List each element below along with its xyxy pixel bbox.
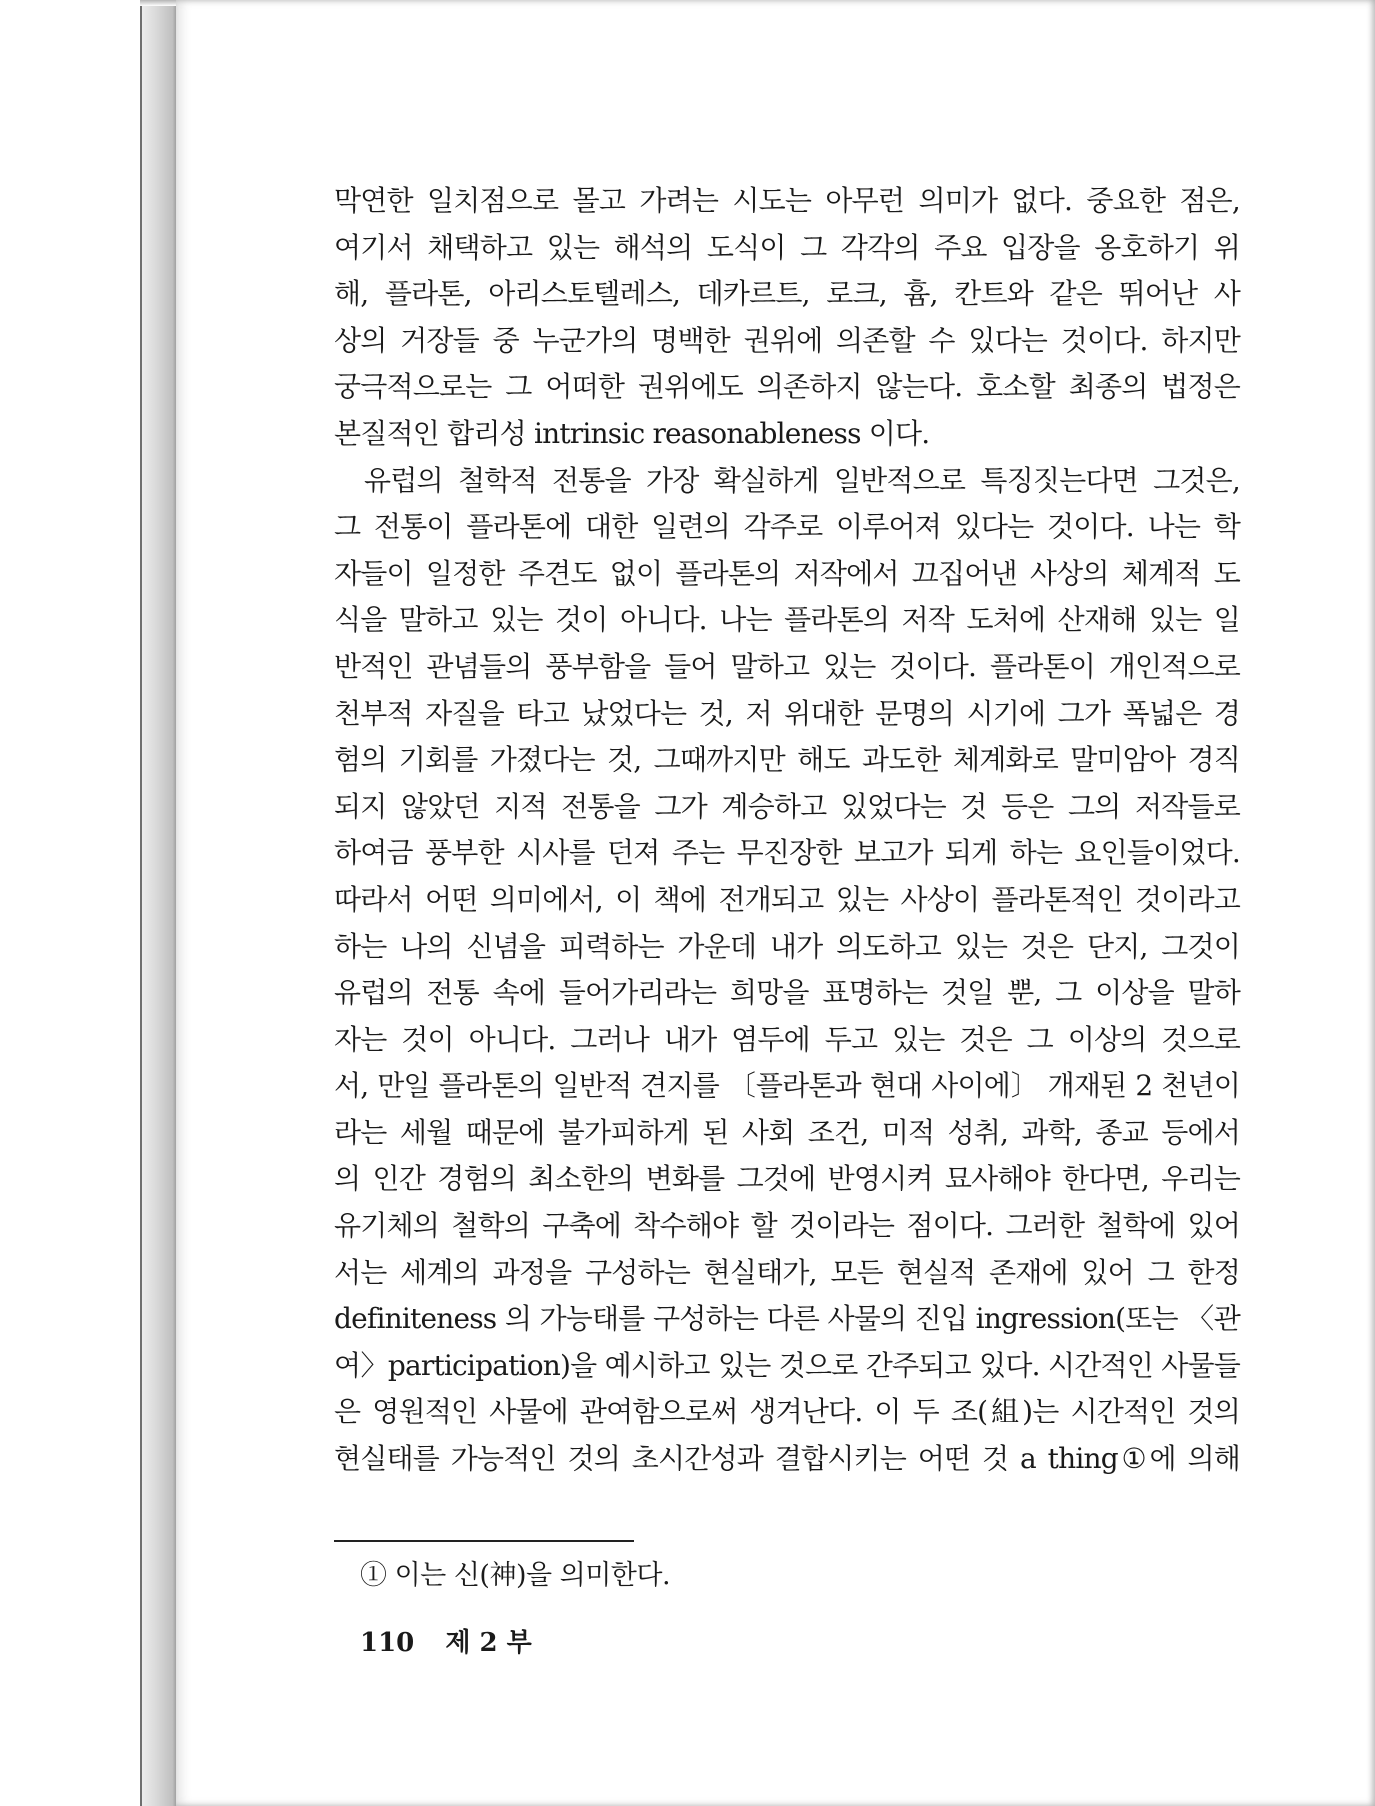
text-line: 궁극적으로는 그 어떠한 권위에도 의존하지 않는다. 호소할 최종의 법정은 bbox=[334, 370, 1240, 404]
text-line: 해, 플라톤, 아리스토텔레스, 데카르트, 로크, 흄, 칸트와 같은 뛰어난 사 bbox=[334, 277, 1240, 311]
text-line: 상의 거장들 중 누군가의 명백한 권위에 의존할 수 있다는 것이다. 하지만 bbox=[334, 323, 1240, 357]
text-line: 유럽의 철학적 전통을 가장 확실하게 일반적으로 특징짓는다면 그것은, bbox=[364, 463, 1240, 497]
text-line: 자는 것이 아니다. 그러나 내가 염두에 두고 있는 것은 그 이상의 것으로 bbox=[334, 1022, 1240, 1056]
text-line: 서, 만일 플라톤의 일반적 견지를 〔플라톤과 현대 사이에〕 개재된 2 천년이 bbox=[334, 1069, 1240, 1103]
footnote: ① 이는 신(神)을 의미한다. bbox=[360, 1560, 671, 1591]
text-line: 천부적 자질을 타고 났었다는 것, 저 위대한 문명의 시기에 그가 폭넓은 경 bbox=[334, 696, 1240, 730]
text-line: 서는 세계의 과정을 구성하는 현실태가, 모든 현실적 존재에 있어 그 한정 bbox=[334, 1255, 1240, 1289]
body-text bbox=[334, 178, 1240, 1483]
text-line: 그 전통이 플라톤에 대한 일련의 각주로 이루어져 있다는 것이다. 나는 학 bbox=[334, 510, 1240, 544]
part-label: 제 2 부 bbox=[445, 1628, 532, 1658]
text-line: 현실태를 가능적인 것의 초시간성과 결합시키는 어떤 것 a thing①에 의해 bbox=[334, 1442, 1240, 1476]
text-line: 은 영원적인 사물에 관여함으로써 생겨난다. 이 두 조(組)는 시간적인 것의 bbox=[334, 1395, 1240, 1429]
footnote-divider bbox=[334, 1540, 634, 1542]
page-number: 110 bbox=[360, 1628, 415, 1658]
text-line: 하여금 풍부한 시사를 던져 주는 무진장한 보고가 되게 하는 요인들이었다. bbox=[334, 836, 1240, 870]
text-line: 따라서 어떤 의미에서, 이 책에 전개되고 있는 사상이 플라톤적인 것이라고 bbox=[334, 882, 1240, 916]
text-line: 하는 나의 신념을 피력하는 가운데 내가 의도하고 있는 것은 단지, 그것이 bbox=[334, 929, 1240, 963]
text-line: 험의 기회를 가졌다는 것, 그때까지만 해도 과도한 체계화로 말미암아 경직 bbox=[334, 743, 1240, 777]
text-line: 라는 세월 때문에 불가피하게 된 사회 조건, 미적 성취, 과학, 종교 등에서 bbox=[334, 1115, 1240, 1149]
text-line: 식을 말하고 있는 것이 아니다. 나는 플라톤의 저작 도처에 산재해 있는 일 bbox=[334, 603, 1240, 637]
text-line: 되지 않았던 지적 전통을 그가 계승하고 있었다는 것 등은 그의 저작들로 bbox=[334, 789, 1240, 823]
text-line: 의 인간 경험의 최소한의 변화를 그것에 반영시켜 묘사해야 한다면, 우리는 bbox=[334, 1162, 1240, 1196]
text-line: 여기서 채택하고 있는 해석의 도식이 그 각각의 주요 입장을 옹호하기 위 bbox=[334, 230, 1240, 264]
text-line: 유럽의 전통 속에 들어가리라는 희망을 표명하는 것일 뿐, 그 이상을 말하 bbox=[334, 976, 1240, 1010]
book-page-edge bbox=[140, 0, 178, 1806]
text-line: 본질적인 합리성 intrinsic reasonableness 이다. bbox=[334, 416, 930, 450]
text-line: 자들이 일정한 주견도 없이 플라톤의 저작에서 끄집어낸 사상의 체계적 도 bbox=[334, 556, 1240, 590]
text-line: 여〉participation)을 예시하고 있는 것으로 간주되고 있다. 시간적인 사물들 bbox=[334, 1348, 1240, 1382]
text-line: 유기체의 철학의 구축에 착수해야 할 것이라는 점이다. 그러한 철학에 있어 bbox=[334, 1209, 1240, 1243]
text-line: 막연한 일치점으로 몰고 가려는 시도는 아무런 의미가 없다. 중요한 점은, bbox=[334, 184, 1240, 217]
page-footer bbox=[360, 1622, 554, 1659]
text-line: 반적인 관념들의 풍부함을 들어 말하고 있는 것이다. 플라톤이 개인적으로 bbox=[334, 649, 1240, 683]
text-line: definiteness 의 가능태를 구성하는 다른 사물의 진입 ingression(또는 〈관 bbox=[334, 1302, 1240, 1336]
